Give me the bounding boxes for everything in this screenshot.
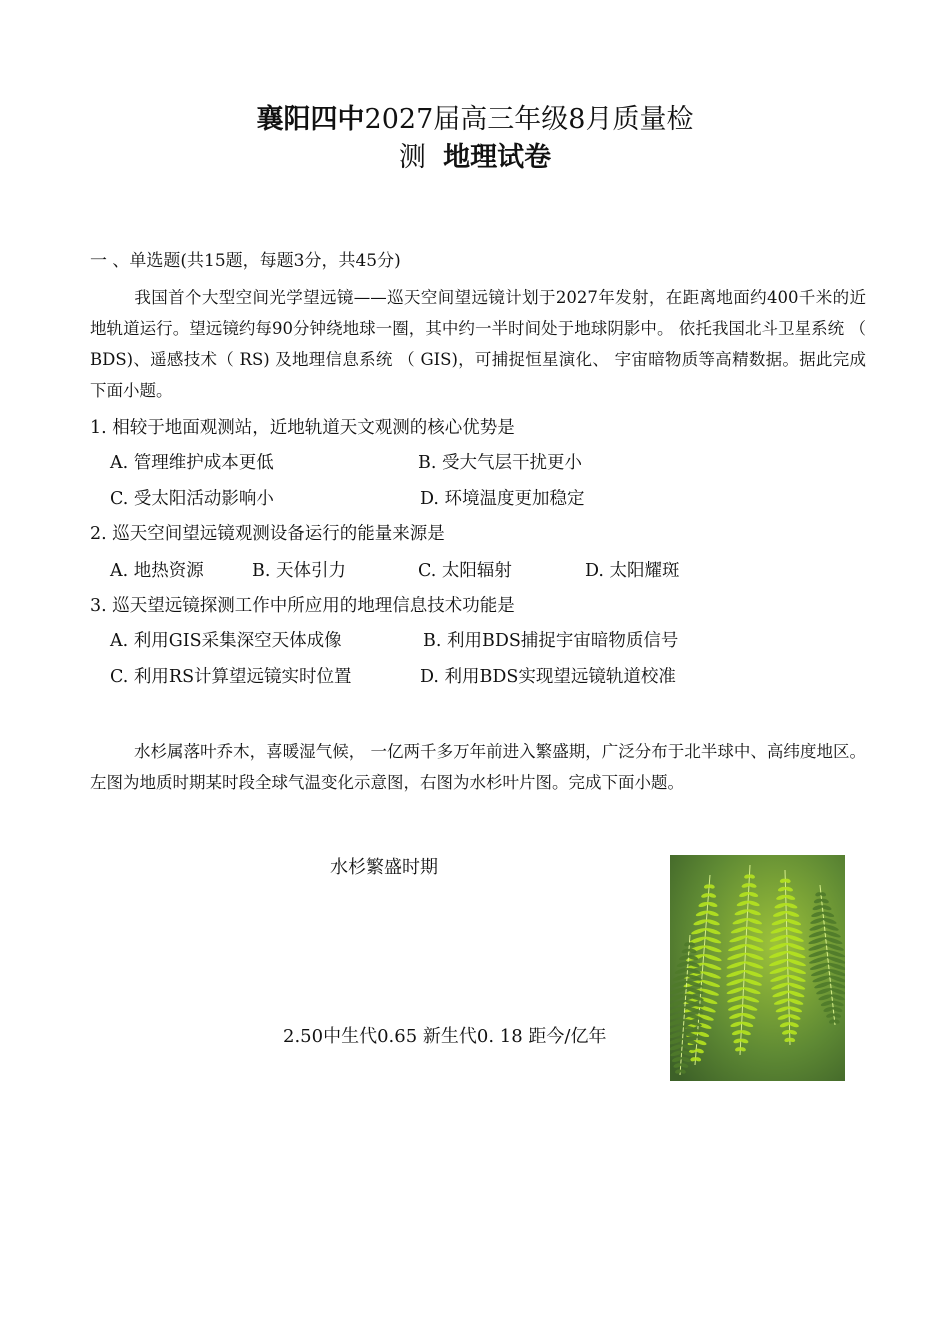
metasequoia-leaf-photo	[670, 855, 845, 1081]
subject-title: 地理试卷	[443, 142, 552, 173]
figure-title: 水杉繁盛时期	[330, 857, 438, 878]
page-title-line2	[0, 140, 950, 176]
option-3c[interactable]: C. 利用RS计算望远镜实时位置	[110, 667, 352, 687]
option-3b[interactable]: B. 利用BDS捕捉宇宙暗物质信号	[423, 631, 679, 651]
passage-metasequoia	[90, 736, 866, 798]
question-2: 2. 巡天空间望远镜观测设备运行的能量来源是	[90, 524, 445, 544]
passage-text: 水杉属落叶乔木，喜暖湿气候， 一亿两千多万年前进入繁盛期，广泛分布于北半球中、高纬度地区。左图为地质时期某时段全球气温变化示意图，右图为水杉叶片图。完成下面小题。	[90, 742, 866, 792]
option-1c[interactable]: C. 受太阳活动影响小	[110, 489, 274, 509]
option-1a[interactable]: A. 管理维护成本更低	[110, 453, 274, 473]
title-text: 2027届高三年级8月质量检	[364, 104, 694, 135]
question-3: 3. 巡天望远镜探测工作中所应用的地理信息技术功能是	[90, 596, 515, 616]
option-2d[interactable]: D. 太阳耀斑	[585, 561, 680, 581]
page-title	[0, 102, 950, 138]
section-heading: 一 、单选题(共15题，每题3分，共45分)	[90, 251, 401, 271]
option-2b[interactable]: B. 天体引力	[252, 561, 346, 581]
leaf-illustration	[670, 855, 845, 1081]
option-2a[interactable]: A. 地热资源	[110, 561, 204, 581]
question-1: 1. 相较于地面观测站，近地轨道天文观测的核心优势是	[90, 418, 515, 438]
option-3d[interactable]: D. 利用BDS实现望远镜轨道校准	[420, 667, 676, 687]
title-lead: 测	[398, 142, 426, 173]
option-1b[interactable]: B. 受大气层干扰更小	[418, 453, 582, 473]
figure-axis-label: 2.50中生代0.65 新生代0. 18 距今/亿年	[283, 1026, 607, 1047]
passage-telescope	[90, 282, 866, 406]
option-3a[interactable]: A. 利用GIS采集深空天体成像	[110, 631, 342, 651]
school-name: 襄阳四中	[256, 104, 365, 135]
passage-text: 我国首个大型空间光学望远镜——巡天空间望远镜计划于2027年发射，在距离地面约400千米的近地轨道运行。望远镜约每90分钟绕地球一圈，其中约一半时间处于地球阴影中。 依托我国北斗卫星系统 （ BDS)、遥感技术（ RS) 及地理信息系统 （ GIS)，可捕捉恒星演化、 宇宙暗物质等高精数据。据此完成下面小题。	[90, 288, 866, 400]
option-1d[interactable]: D. 环境温度更加稳定	[420, 489, 585, 509]
option-2c[interactable]: C. 太阳辐射	[418, 561, 512, 581]
